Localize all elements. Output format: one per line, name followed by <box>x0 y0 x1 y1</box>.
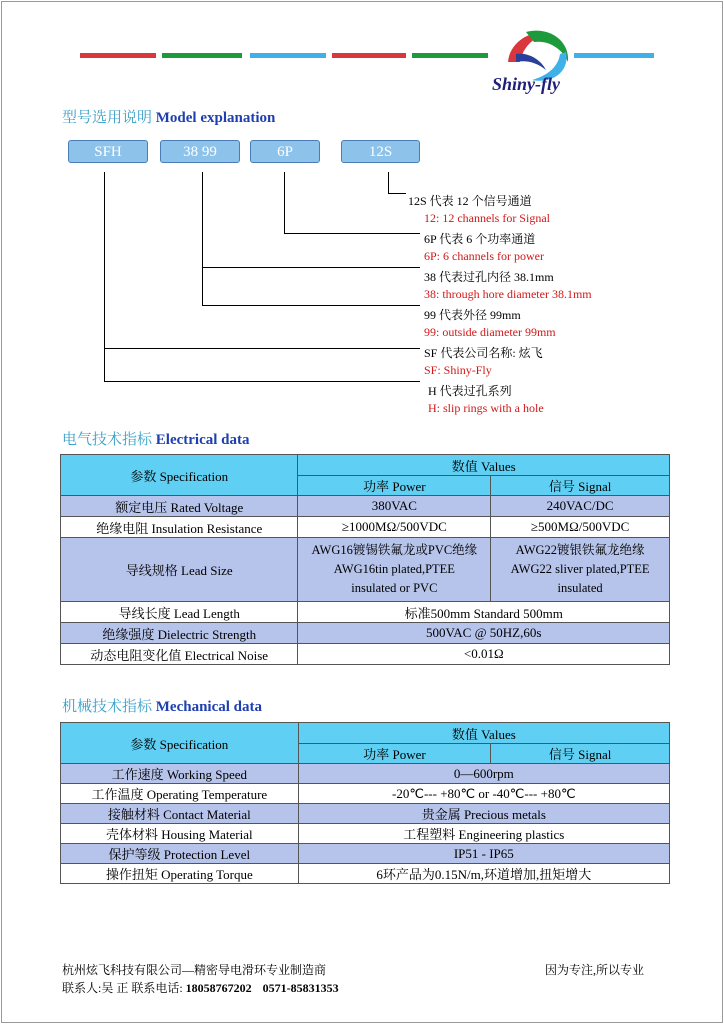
logo-text: Shiny-fly <box>492 74 561 94</box>
tree-line-sfh-v <box>104 172 105 382</box>
lead-size-power-line-1: AWG16镀锡铁氟龙或PVC绝缘 <box>311 543 478 557</box>
dielectric-label: 绝缘强度 Dielectric Strength <box>61 623 298 644</box>
footer-company: 杭州炫飞科技有限公司—精密导电滑环专业制造商 <box>62 963 327 977</box>
explanation-line-8: 99: outside diameter 99mm <box>424 325 556 339</box>
header-stripe-5 <box>412 53 488 58</box>
lead-length-label: 导线长度 Lead Length <box>61 602 298 623</box>
code-box-12s: 12S <box>341 140 420 163</box>
explanation-line-7: 99 代表外径 99mm <box>424 308 521 322</box>
explanation-line-5: 38 代表过孔内径 38.1mm <box>424 270 554 284</box>
insulation-signal: ≥500MΩ/500VDC <box>491 517 670 538</box>
operating-torque-value: 6环产品为0.15N/m,环道增加,扭矩增大 <box>298 864 669 884</box>
mechanical-table <box>60 722 670 884</box>
explanation-line-9: SF 代表公司名称: 炫飞 <box>424 346 543 360</box>
lead-size-power <box>298 538 491 602</box>
header-stripe-2 <box>162 53 242 58</box>
header-stripe-6 <box>574 53 654 58</box>
protection-level-label: 保护等级 Protection Level <box>61 844 299 864</box>
lead-size-signal-line-3: insulated <box>557 581 603 595</box>
explanation-line-11: H 代表过孔系列 <box>428 384 512 398</box>
mechanical-spec-header: 参数 Specification <box>61 723 299 764</box>
tree-line-6p-v <box>284 172 285 234</box>
contact-material-label: 接触材料 Contact Material <box>61 804 299 824</box>
tree-line-38-v <box>202 172 203 306</box>
tree-line-12s-v <box>388 172 389 194</box>
lead-size-signal-line-1: AWG22镀银铁氟龙绝缘 <box>515 543 645 557</box>
noise-label: 动态电阻变化值 Electrical Noise <box>61 644 298 665</box>
operating-temperature-value: -20℃--- +80℃ or -40℃--- +80℃ <box>298 784 669 804</box>
tree-line-99-h <box>202 305 420 306</box>
model-section-title <box>62 106 275 127</box>
electrical-signal-header: 信号 Signal <box>491 476 670 496</box>
working-speed-value: 0—600rpm <box>298 764 669 784</box>
lead-size-power-line-3: insulated or PVC <box>351 581 438 595</box>
electrical-values-header: 数值 Values <box>298 455 670 476</box>
explanation-line-2: 12: 12 channels for Signal <box>424 211 550 225</box>
mechanical-values-header: 数值 Values <box>298 723 669 744</box>
footer-contact-label: 联系人:吴 正 联系电话: <box>62 981 183 995</box>
explanation-line-10: SF: Shiny-Fly <box>424 363 492 377</box>
insulation-label: 绝缘电阻 Insulation Resistance <box>61 517 298 538</box>
header-stripe-4 <box>332 53 406 58</box>
noise-value: <0.01Ω <box>298 644 670 665</box>
header-stripe-1 <box>80 53 156 58</box>
footer-phone-mobile: 18058767202 <box>185 981 252 995</box>
electrical-section-title <box>62 428 250 449</box>
tree-line-38-h <box>202 267 420 268</box>
mechanical-title-cn: 机械技术指标 <box>62 699 153 715</box>
tree-line-6p-h <box>284 233 420 234</box>
lead-length-value: 标准500mm Standard 500mm <box>298 602 670 623</box>
housing-material-label: 壳体材料 Housing Material <box>61 824 299 844</box>
code-box-sfh: SFH <box>68 140 148 163</box>
electrical-table <box>60 454 670 665</box>
operating-torque-label: 操作扭矩 Operating Torque <box>61 864 299 884</box>
mechanical-section-title <box>62 695 262 716</box>
tree-line-12s-h <box>388 193 406 194</box>
working-speed-label: 工作速度 Working Speed <box>61 764 299 784</box>
footer-contact <box>62 979 339 996</box>
protection-level-value: IP51 - IP65 <box>298 844 669 864</box>
header-stripe-3 <box>250 53 326 58</box>
model-title-cn: 型号选用说明 <box>62 110 153 126</box>
lead-size-label: 导线规格 Lead Size <box>61 538 298 602</box>
dielectric-value: 500VAC @ 50HZ,60s <box>298 623 670 644</box>
rated-voltage-power: 380VAC <box>298 496 491 517</box>
insulation-power: ≥1000MΩ/500VDC <box>298 517 491 538</box>
explanation-line-3: 6P 代表 6 个功率通道 <box>424 232 536 246</box>
tree-line-sf-h <box>104 348 420 349</box>
explanation-line-6: 38: through hore diameter 38.1mm <box>424 287 592 301</box>
explanation-line-1: 12S 代表 12 个信号通道 <box>408 194 532 208</box>
footer-phone-office: 0571-85831353 <box>262 981 339 995</box>
mechanical-signal-header: 信号 Signal <box>491 744 670 764</box>
lead-size-signal-line-2: AWG22 sliver plated,PTEE <box>510 562 650 576</box>
rated-voltage-signal: 240VAC/DC <box>491 496 670 517</box>
electrical-power-header: 功率 Power <box>298 476 491 496</box>
code-box-6p: 6P <box>250 140 320 163</box>
tree-line-h-h <box>104 381 420 382</box>
contact-material-value: 贵金属 Precious metals <box>298 804 669 824</box>
lead-size-signal <box>491 538 670 602</box>
rated-voltage-label: 额定电压 Rated Voltage <box>61 496 298 517</box>
electrical-spec-header: 参数 Specification <box>61 455 298 496</box>
explanation-line-12: H: slip rings with a hole <box>428 401 544 415</box>
explanation-line-4: 6P: 6 channels for power <box>424 249 544 263</box>
electrical-title-cn: 电气技术指标 <box>62 432 153 448</box>
electrical-title-en: Electrical data <box>155 432 250 448</box>
mechanical-title-en: Mechanical data <box>155 699 263 715</box>
model-title-en: Model explanation <box>155 110 276 126</box>
footer-slogan: 因为专注,所以专业 <box>545 963 645 977</box>
housing-material-value: 工程塑料 Engineering plastics <box>298 824 669 844</box>
operating-temperature-label: 工作温度 Operating Temperature <box>61 784 299 804</box>
lead-size-power-line-2: AWG16tin plated,PTEE <box>333 562 455 576</box>
code-box-3899: 38 99 <box>160 140 240 163</box>
mechanical-power-header: 功率 Power <box>298 744 491 764</box>
